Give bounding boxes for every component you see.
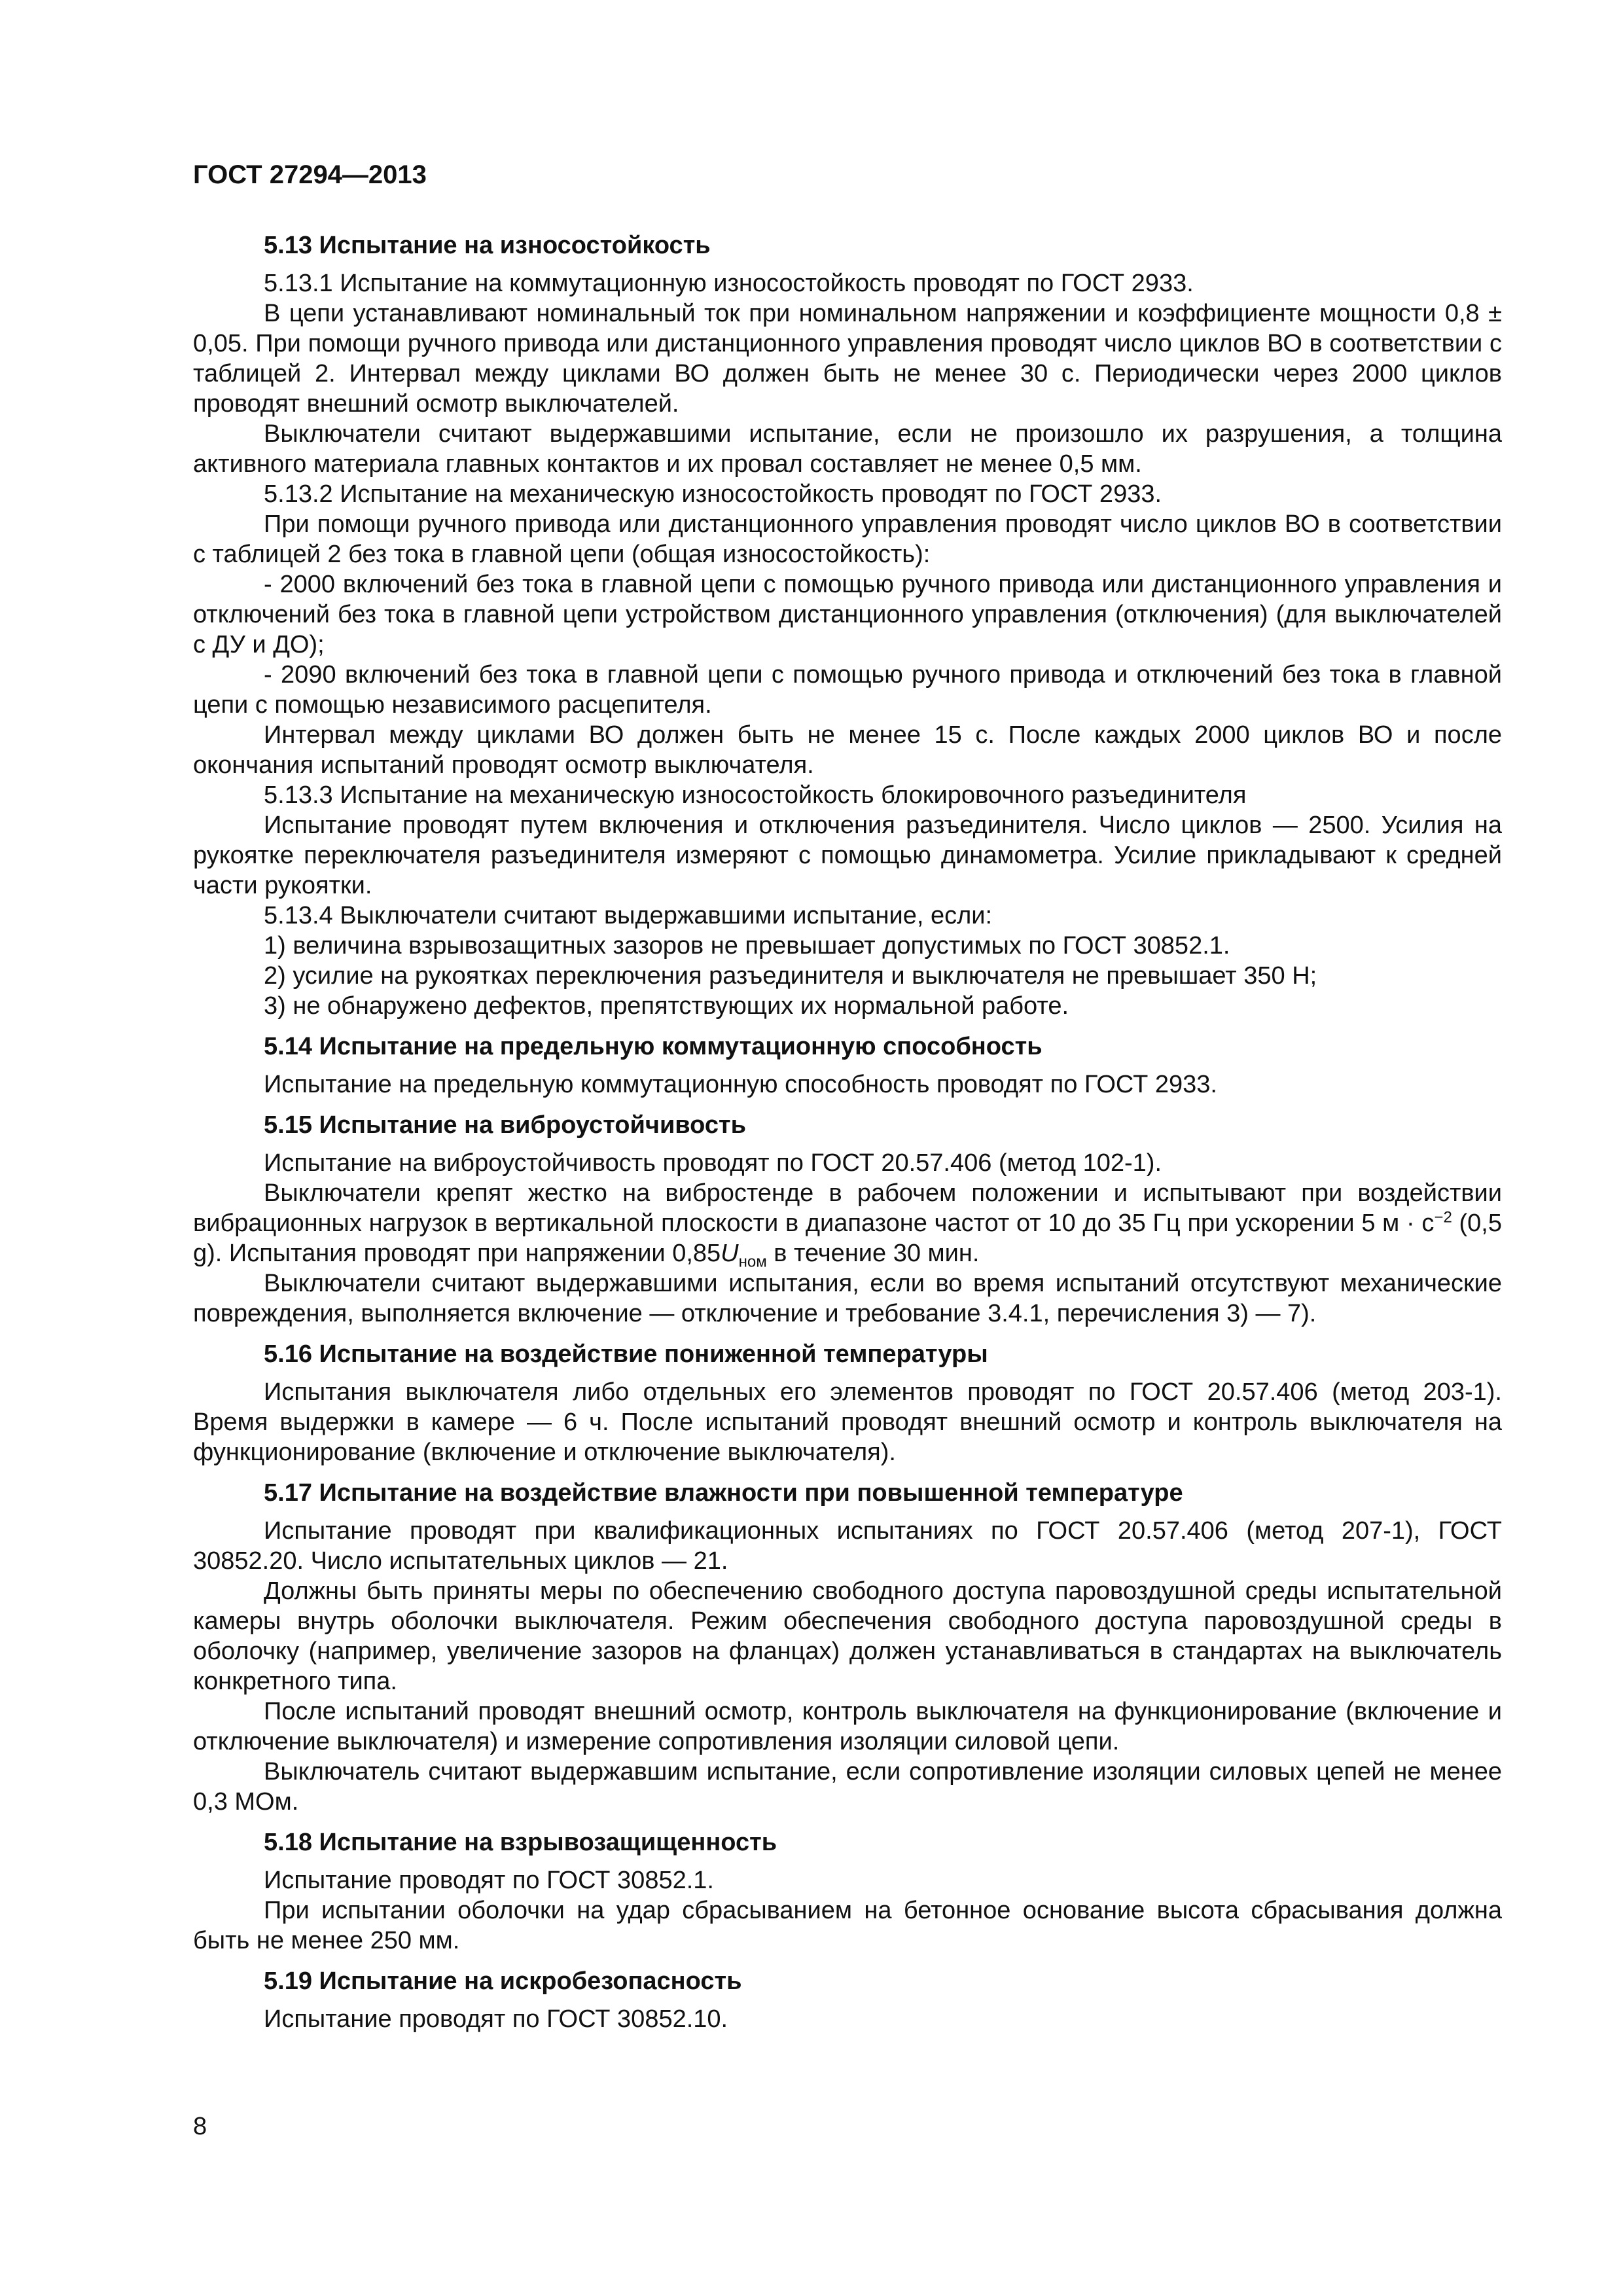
document-header: ГОСТ 27294—2013: [193, 160, 427, 189]
text-run: в течение 30 мин.: [766, 1240, 980, 1267]
paragraph: 5.13.1 Испытание на коммутационную износостойкость проводят по ГОСТ 2933.: [264, 270, 1194, 297]
section-heading-5-18: 5.18 Испытание на взрывозащищенность: [264, 1829, 777, 1856]
paragraph: Должны быть приняты меры по обеспечению свободного доступа паровоздушной среды испытательной камеры внутрь оболочки выключателя. Режим обеспечения свободного доступа паровоздушной среды в оболочку (например, увеличение зазоров на фланцах) должен устанавливаться в стандартах на выключатель конкретного типа.: [193, 1577, 1502, 1695]
paragraph-with-formula: [193, 1178, 1502, 1271]
paragraph: Выключатели считают выдержавшими испытание, если не произошло их разрушения, а толщина активного материала главных контактов и их провал составляет не менее 0,5 мм.: [193, 420, 1502, 478]
paragraph: 5.13.3 Испытание на механическую износостойкость блокировочного разъединителя: [264, 781, 1247, 809]
paragraph: В цепи устанавливают номинальный ток при номинальном напряжении и коэффициенте мощности 0,8 ± 0,05. При помощи ручного привода или дистанционного управления проводят число циклов ВО в соответствии с таблицей 2. Интервал между циклами ВО должен быть не менее 30 с. Периодически через 2000 циклов проводят внешний осмотр выключателей.: [193, 300, 1502, 418]
text-run: (0,5 g). Испытания проводят при напряжении 0,85: [193, 1210, 1502, 1267]
section-heading-5-13: 5.13 Испытание на износостойкость: [264, 232, 711, 259]
list-item: 1) величина взрывозащитных зазоров не превышает допустимых по ГОСТ 30852.1.: [264, 932, 1230, 960]
paragraph: Испытание проводят путем включения и отключения разъединителя. Число циклов — 2500. Усилия на рукоятке переключателя разъединителя измеряют с помощью динамометра. Усилие прикладывают к средней части рукоятки.: [193, 812, 1502, 899]
paragraph: Выключатель считают выдержавшим испытание, если сопротивление изоляции силовых цепей не менее 0,3 МОм.: [193, 1758, 1502, 1816]
page-number: 8: [193, 2113, 207, 2140]
list-item: 2) усилие на рукоятках переключения разъединителя и выключателя не превышает 350 Н;: [264, 962, 1317, 990]
paragraph: 5.13.2 Испытание на механическую износостойкость проводят по ГОСТ 2933.: [264, 480, 1162, 508]
text-run: Выключатели крепят жестко на вибростенде в рабочем положении и испытывают при воздействии вибрационных нагрузок в вертикальной плоскости в диапазоне частот от 10 до 35 Гц при ускорении 5 м · с: [193, 1179, 1502, 1237]
paragraph: 5.13.4 Выключатели считают выдержавшими испытание, если:: [264, 902, 993, 929]
paragraph: После испытаний проводят внешний осмотр, контроль выключателя на функционирование (включение и отключение выключателя) и измерение сопротивления изоляции силовой цепи.: [193, 1698, 1502, 1755]
list-item: 3) не обнаружено дефектов, препятствующих их нормальной работе.: [264, 992, 1069, 1020]
section-heading-5-16: 5.16 Испытание на воздействие пониженной температуры: [264, 1340, 988, 1368]
superscript: −2: [1434, 1208, 1452, 1227]
paragraph: Испытание проводят при квалификационных испытаниях по ГОСТ 20.57.406 (метод 207-1), ГОСТ 30852.20. Число испытательных циклов — 21.: [193, 1517, 1502, 1575]
variable: U: [721, 1240, 739, 1267]
subscript: ном: [738, 1253, 767, 1271]
document-body: [193, 230, 1502, 2034]
paragraph: Испытание на виброустойчивость проводят по ГОСТ 20.57.406 (метод 102-1).: [264, 1149, 1162, 1177]
paragraph: При испытании оболочки на удар сбрасыванием на бетонное основание высота сбрасывания должна быть не менее 250 мм.: [193, 1897, 1502, 1954]
section-heading-5-14: 5.14 Испытание на предельную коммутационную способность: [264, 1033, 1043, 1060]
paragraph: - 2090 включений без тока в главной цепи с помощью ручного привода и отключений без тока в главной цепи с помощью независимого расцепителя.: [193, 661, 1502, 719]
paragraph: Испытание на предельную коммутационную способность проводят по ГОСТ 2933.: [264, 1071, 1217, 1098]
paragraph: Выключатели считают выдержавшими испытания, если во время испытаний отсутствуют механические повреждения, выполняется включение — отключение и требование 3.4.1, перечисления 3) — 7).: [193, 1270, 1502, 1327]
paragraph: Интервал между циклами ВО должен быть не менее 15 с. После каждых 2000 циклов ВО и после окончания испытаний проводят осмотр выключателя.: [193, 721, 1502, 779]
paragraph: Испытания выключателя либо отдельных его элементов проводят по ГОСТ 20.57.406 (метод 203-1). Время выдержки в камере — 6 ч. После испытаний проводят внешний осмотр и контроль выключателя на функционирование (включение и отключение выключателя).: [193, 1378, 1502, 1466]
section-heading-5-19: 5.19 Испытание на искробезопасность: [264, 1967, 742, 1995]
section-heading-5-17: 5.17 Испытание на воздействие влажности при повышенной температуре: [264, 1479, 1183, 1507]
paragraph: - 2000 включений без тока в главной цепи с помощью ручного привода или дистанционного управления и отключений без тока в главной цепи устройством дистанционного управления (отключения) (для выключателей с ДУ и ДО);: [193, 571, 1502, 658]
paragraph: Испытание проводят по ГОСТ 30852.1.: [264, 1867, 714, 1894]
paragraph: При помощи ручного привода или дистанционного управления проводят число циклов ВО в соответствии с таблицей 2 без тока в главной цепи (общая износостойкость):: [193, 511, 1502, 568]
section-heading-5-15: 5.15 Испытание на виброустойчивость: [264, 1111, 746, 1139]
paragraph: Испытание проводят по ГОСТ 30852.10.: [264, 2005, 728, 2033]
